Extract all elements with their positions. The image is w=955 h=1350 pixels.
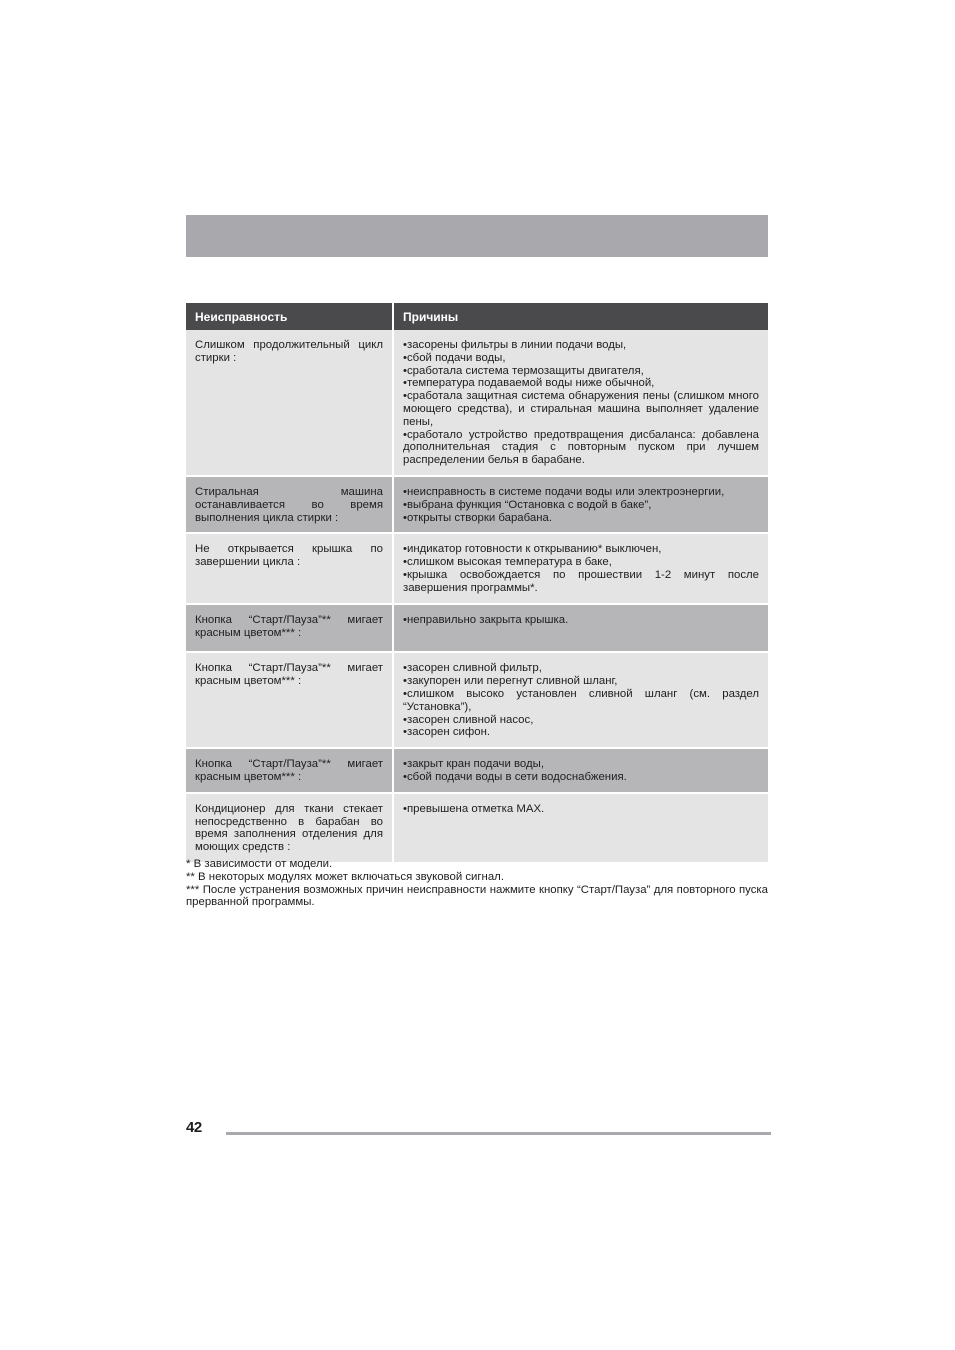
- cause-item: •превышена отметка MAX.: [403, 802, 545, 815]
- cause-item: •засорены фильтры в линии подачи воды,: [403, 339, 627, 351]
- table-row: [186, 476, 768, 533]
- footnotes: [186, 858, 768, 909]
- troubleshooting-table: [186, 303, 768, 864]
- section-header-bar: [186, 215, 768, 257]
- fault-cell: Слишком продолжительный цикл стирки :: [186, 330, 393, 476]
- fault-cell: Кондиционер для ткани стекает непосредственно в барабан во время заполнения отделения для моющих средств :: [186, 793, 393, 863]
- column-header-causes: Причины: [393, 303, 768, 330]
- cause-item: •засорен сливной насос,: [403, 713, 534, 726]
- cause-item: •засорен сифон.: [403, 726, 491, 739]
- fault-cell: Кнопка “Старт/Пауза”** мигает красным цветом*** :: [186, 652, 393, 748]
- table-row: [186, 748, 768, 793]
- cause-item: •крышка освобождается по прошествии 1-2 минут после завершения программы*.: [403, 568, 759, 594]
- fault-cell: Кнопка “Старт/Пауза”** мигает красным цветом*** :: [186, 748, 393, 793]
- causes-cell: [393, 652, 768, 748]
- cause-item: •неисправность в системе подачи воды или электроэнергии,: [403, 486, 725, 498]
- cause-item: •закупорен или перегнут сливной шланг,: [403, 675, 618, 688]
- cause-item: •неправильно закрыта крышка.: [403, 614, 569, 627]
- fault-cell: Кнопка “Старт/Пауза”** мигает красным цветом*** :: [186, 604, 393, 652]
- cause-item: •индикатор готовности к открыванию* выключен,: [403, 543, 662, 556]
- table-row: [186, 330, 768, 476]
- footnote: ** В некоторых модулях может включаться звуковой сигнал.: [186, 870, 504, 883]
- cause-item: •слишком высокая температура в баке,: [403, 556, 612, 569]
- fault-cell: Не открывается крышка по завершении цикла :: [186, 533, 393, 604]
- fault-cell: Стиральная машина останавливается во время выполнения цикла стирки :: [186, 476, 393, 533]
- table-row: [186, 604, 768, 652]
- cause-item: •сработала защитная система обнаружения пены (слишком много моющего средства), и стиральная машина выполняет удаление пены,: [403, 390, 759, 428]
- cause-item: •слишком высоко установлен сливной шланг (см. раздел “Установка”),: [403, 687, 759, 713]
- footnote: * В зависимости от модели.: [186, 858, 333, 870]
- cause-item: •температура подаваемой воды ниже обычной,: [403, 377, 655, 390]
- causes-cell: [393, 330, 768, 476]
- cause-item: •сработала система термозащиты двигателя,: [403, 364, 644, 377]
- cause-item: •открыты створки барабана.: [403, 511, 553, 524]
- table-header-row: [186, 303, 768, 330]
- table-row: [186, 652, 768, 748]
- page-number: 42: [186, 1119, 202, 1136]
- column-header-fault: Неисправность: [186, 303, 393, 330]
- causes-cell: [393, 476, 768, 533]
- cause-item: •засорен сливной фильтр,: [403, 662, 542, 675]
- cause-item: •сработало устройство предотвращения дисбаланса: добавлена дополнительная стадия с повторным пуском при лучшем распределении белья в барабане.: [403, 428, 759, 467]
- table-row: [186, 793, 768, 863]
- causes-cell: [393, 793, 768, 863]
- causes-cell: [393, 748, 768, 793]
- causes-cell: [393, 604, 768, 652]
- table-row: [186, 533, 768, 604]
- cause-item: •сбой подачи воды в сети водоснабжения.: [403, 770, 627, 783]
- cause-item: •сбой подачи воды,: [403, 351, 506, 364]
- footnote: *** После устранения возможных причин неисправности нажмите кнопку “Старт/Пауза” для повторного пуска прерванной программы.: [186, 883, 768, 909]
- footer-divider: [226, 1132, 771, 1135]
- causes-cell: [393, 533, 768, 604]
- cause-item: •закрыт кран подачи воды,: [403, 758, 544, 771]
- cause-item: •выбрана функция “Остановка с водой в баке”,: [403, 498, 652, 511]
